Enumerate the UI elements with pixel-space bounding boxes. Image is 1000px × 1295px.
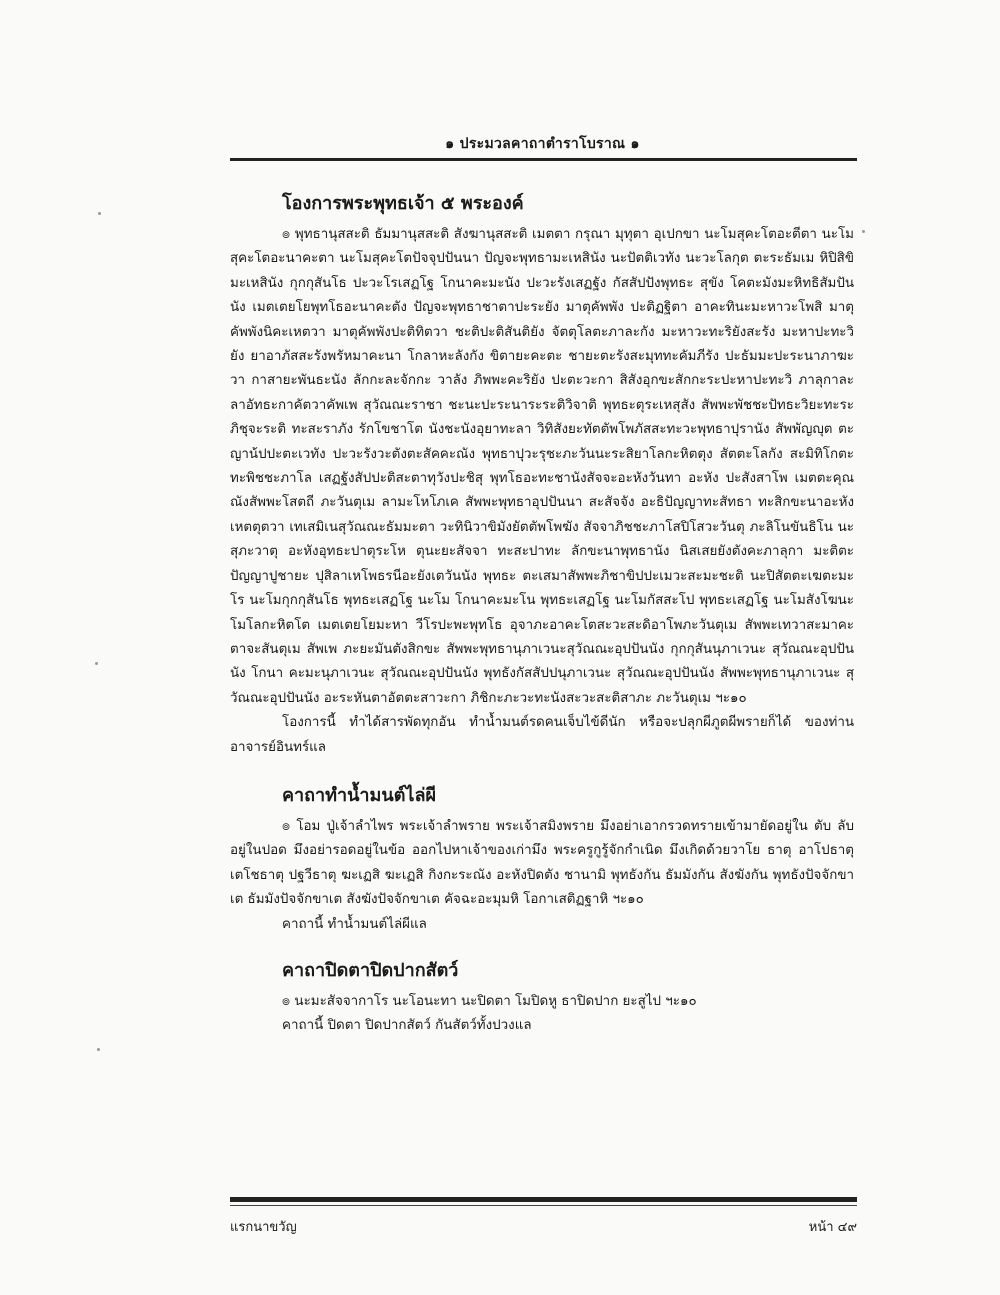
footer-rule-thin [230, 1205, 857, 1206]
incantation-text: ๏ พุทธานุสสะติ ธัมมานุสสะติ สังฆานุสสะติ เมตตา กรุณา มุทุตา อุเปกขา นะโมสุคะโตอะตีตา นะโมสุคะโตอะนาคะตา นะโมสุคะโตปัจจุปปันนา ปัญจะพุทธามะเหสินัง นะปัตติเวทัง นะวะโลกุต ตะระธัมเม หิปิสิขิ มะเหสินัง กุกกุสันโธ ปะวะโรเสฏโฐ โกนาคะมะนัง ปะวะรังเสฏฐัง กัสสัปปังพุทธะ สุขัง โคตะมังมะหิทธิสัมปันนัง เมตเตยโยพุทโธอะนาคะตัง ปัญจะพุทธาชาตาปะระยัง มาตุคัพพัง ปะติฏฐิตา อาคะทินะมะหาวะโพสิ มาตุคัพพังนิคะเหตวา มาตุคัพพังปะติทิตวา ชะติปะติสันติยัง จัตตุโลตะภาละกัง มะหาวะทะริยังสะรัง มะหาปะทะวิยัง ยาอาภัสสะรังพรัหมาคะนา โกลาหะลังกัง ขิตายะคะตะ ชายะตะรังสะมุททะคัมภีรัง ปะธัมมะปะระนาภาฆะวา กาสายะพันธะนัง ลักกะละจักกะ วาลัง ภิพพะคะริยัง ปะตะวะกา สิสังอุกขะสักกะระปะหาปะทะวิ ภาลุกาละลาอัทธะกาคัตวาคัพเพ สุวัณณะราชา ชะนะปะระนาระระติวิจาติ พุทธะตุระเหสุสัง สัพพะพัชชะปัทธะวิยะทะระภิชุจะระติ ทะสะราภัง รักโขชาโต นังชะนังอุยาทะลา วิทิสังยะทัตตัพโพภัสสะทะวะพุทธาปุรานัง สัพพัญญุต ตะญาน้ปปะตะเวทัง ปะวะรังวะตังตะสัคคะณัง พุทธาปุวะรุชะภะวันนะระสิยาโลกะหิตตุง สัตตะโลกัง สะมิทิโกตะทะพิชชะภาโล เสฏฐังสัปปะติสะตาทุวังปะชิสุ พุทโธอะทะชานังสัจจะอะหังวันทา อะหัง ปะสังสาโพ เมตตะคุณณังสัพพะโสตถี ภะวันตุเม ลามะโหโภเค สัพพะพุทธาอุปปันนา สะสัจจัง อะธิปัญญาทะสัทธา ทะสิกขะนาอะหังเหตตุตวา เทเสมิเนสุวัณณะธัมมะตา วะทินิวาขิมังยัตตัพโพฆัง สัจจาภิชชะภาโสปิโสวะวันตุ ภะลิโนขันธิโน นะสุภะวาตุ อะหังอุทธะปาตุระโห ตุนะยะสัจจา ทะสะปาทะ ลักขะนาพุทธานัง นิสเสยยังตังคะภาลุกา มะติตะปัญญาปูชายะ ปุสิลาเหโพธรนีอะยังเตวันนัง พุทธะ ตะเสมาสัพพะภิชาขิปปะเมวะสะมะชะติ นะปิสัตตะเฆตะมะโร นะโมกุกกุสันโธ พุทธะเสฏโฐ นะโม โกนาคะมะโน พุทธะเสฏโฐ นะโมกัสสะโป พุทธะเสฏโฐ นะโมสังโฆนะโมโลกะหิตโต เมตเตยโยมะหา วีโรปะพะพุทโธ อุจาภะอาคะโตสะวะสะดิอาโพภะวันตุเม สัพพะเทวาสะมาคะตาจะสันตุเม สัพเพ ภะยะมันตังสิกขะ สัพพะพุทธานุภาเวนะสุวัณณะอุปปันนัง กุกกุสันนุภาเวนะ สุวัณณะอุปปันนัง โกนา คะมะนุภาเวนะ สุวัณณะอุปปันนัง พุทธังกัสสัปปนุภาเวนะ สุวัณณะอุปปันนัง สัพพะพุทธานุภาเวนะ สุวัณณะอุปปันนัง อะระหันตาอัตตะสาวะกา ภิชิกะภะวะทะนังสะวะสะติสาภะ ภะวันตุเม ฯะ๑๐ [230, 227, 854, 706]
usage-note: โองการนี้ ทำได้สารพัดทุกอัน ทำน้ำมนต์รดคนเจ็บไข้ดีนัก หรือจะปลุกผีภูตผีพรายก็ได้ ของท่านอาจารย์อินทร์แล [230, 715, 854, 755]
incantation-text: ๏ โอม ปู่เจ้าลำไพร พระเจ้าลำพราย พระเจ้าสมิงพราย มึงอย่าเอากรวดทรายเข้ามายัดอยู่ใน ตับ ลับอยู่ในปอด มึงอย่ารอดอยู่ในข้อ ออกไปหาเจ้าของเก่ามึง พระครูกูรู้จักกำเนิด มึงเกิดด้วยวาโย ธาตุ อาโปธาตุ เตโชธาตุ ปฐวีธาตุ ฆะเฏสิ ฆะเฏสิ กิงกะระณัง อะหังปิดตัง ชานามิ พุทธังกัน ธัมมังกัน สังฆังกัน พุทธังปัจจักขาเต ธัมมังปัจจักขาเต สังฆังปัจจักขาเต คัจฉะอะมุมหิ โอกาเสติฏฐาหิ ฯะ๑๐ [230, 818, 854, 908]
scan-speck [862, 230, 865, 233]
section-close-eyes [230, 955, 854, 1039]
section-oongkan [230, 188, 854, 760]
footer-rule [230, 1197, 857, 1202]
incantation-text: ๏ นะมะสัจจากาโร นะโอนะทา นะปิดตา โมปิดหู ธาปิดปาก ยะสูไป ฯะ๑๐ [282, 993, 697, 1009]
usage-note: คาถานี้ ทำน้ำมนต์ไล่ผีแล [282, 916, 427, 932]
running-header: ๑ ประมวลคาถาตำราโบราณ ๑ [445, 136, 640, 152]
header-rule [230, 158, 857, 161]
scan-speck [98, 212, 101, 215]
usage-note: คาถานี้ ปิดตา ปิดปากสัตว์ กันสัตว์ทั้งปวงแล [282, 1018, 532, 1034]
section-heading: คาถาปิดตาปิดปากสัตว์ [282, 959, 459, 981]
page-content [230, 188, 854, 1039]
section-holy-water [230, 780, 854, 937]
section-heading: โองการพระพุทธเจ้า ๕ พระองค์ [282, 193, 524, 214]
section-heading: คาถาทำน้ำมนต์ไล่ผี [282, 784, 437, 806]
page-number: หน้า ๔๙ [808, 1220, 857, 1235]
scan-speck [95, 662, 98, 665]
footer-book-title: แรกนาขวัญ [230, 1220, 297, 1235]
scan-speck [97, 1048, 100, 1051]
